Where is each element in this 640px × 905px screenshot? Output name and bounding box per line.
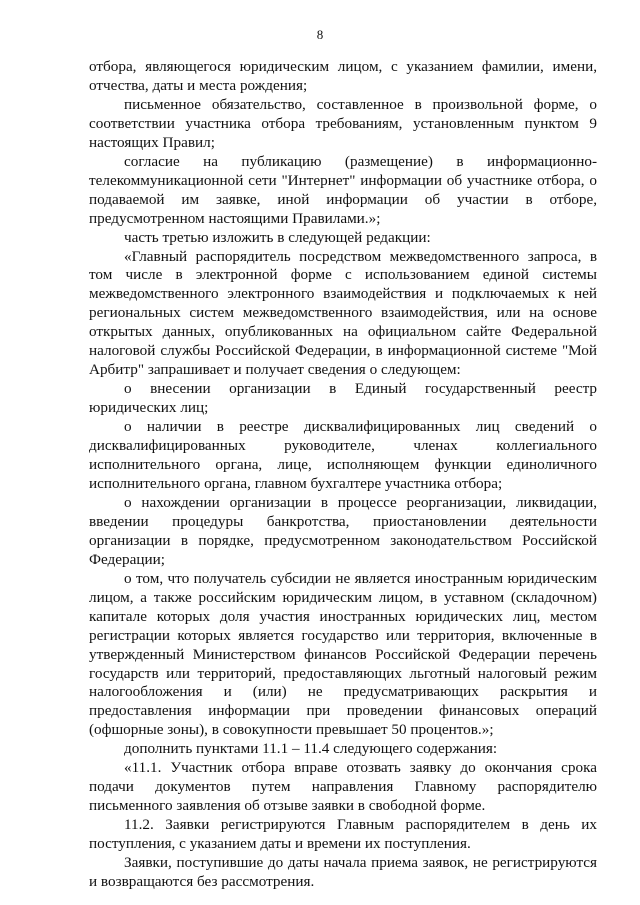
paragraph: дополнить пунктами 11.1 – 11.4 следующего содержания: — [124, 740, 498, 758]
paragraph: о том, что получатель субсидии не является иностранным юридическим лицом, а также российским юридическим лицом, в уставном (складочном) капитале которых доля участия иностранных юридических лиц, местом регистрации которых является государство или территория, включенные в утвержденный Министерством финансов Российской Федерации перечень государств или территорий, предоставляющих льготный налоговый режим налогообложения и (или) не предусматривающих раскрытия и предоставления информации при проведении финансовых операций (офшорные зоны), в совокупности превышает 50 процентов.»; — [89, 569, 597, 739]
paragraph: о наличии в реестре дисквалифицированных лиц сведений о дисквалифицированных руководителе, членах коллегиального исполнительного органа, лице, исполняющем функции единоличного исполнительного органа, главном бухгалтере участника отбора; — [89, 418, 597, 492]
paragraph: отбора, являющегося юридическим лицом, с указанием фамилии, имени, отчества, даты и места рождения; — [89, 58, 597, 94]
paragraph: письменное обязательство, составленное в произвольной форме, о соответствии участника отбора требованиям, установленным пунктом 9 настоящих Правил; — [89, 95, 597, 151]
paragraph: Заявки, поступившие до даты начала приема заявок, не регистрируются и возвращаются без рассмотрения. — [89, 854, 597, 890]
paragraph: «Главный распорядитель посредством межведомственного запроса, в том числе в электронной форме с использованием единой системы межведомственного электронного взаимодействия и подключаемых к ней региональных систем межведомственного взаимодействия, или на основе открытых данных, опубликованных на официальном сайте Федеральной налоговой службы Российской Федерации, в информационной системе "Мой Арбитр" запрашивает и получает сведения о следующем: — [89, 247, 597, 379]
paragraph: 11.2. Заявки регистрируются Главным распорядителем в день их поступления, с указанием даты и времени их поступления. — [89, 816, 597, 853]
paragraph: часть третью изложить в следующей редакции: — [124, 228, 431, 246]
paragraph: «11.1. Участник отбора вправе отозвать заявку до окончания срока подачи документов путем направления Главному распорядителю письменного заявления об отзыве заявки в свободной форме. — [89, 759, 597, 815]
paragraph: согласие на публикацию (размещение) в информационно-телекоммуникационной сети "Интернет" информации об участнике отбора, о подаваемой им заявке, иной информации об участии в отборе, предусмотренном настоящими Правилами.»; — [89, 152, 597, 227]
document-body — [89, 58, 597, 892]
page-number: 8 — [316, 27, 324, 42]
paragraph: о нахождении организации в процессе реорганизации, ликвидации, введении процедуры банкротства, приостановлении деятельности организации в порядке, предусмотренном законодательством Российской Федерации; — [89, 493, 597, 568]
paragraph: о внесении организации в Единый государственный реестр юридических лиц; — [89, 380, 597, 417]
